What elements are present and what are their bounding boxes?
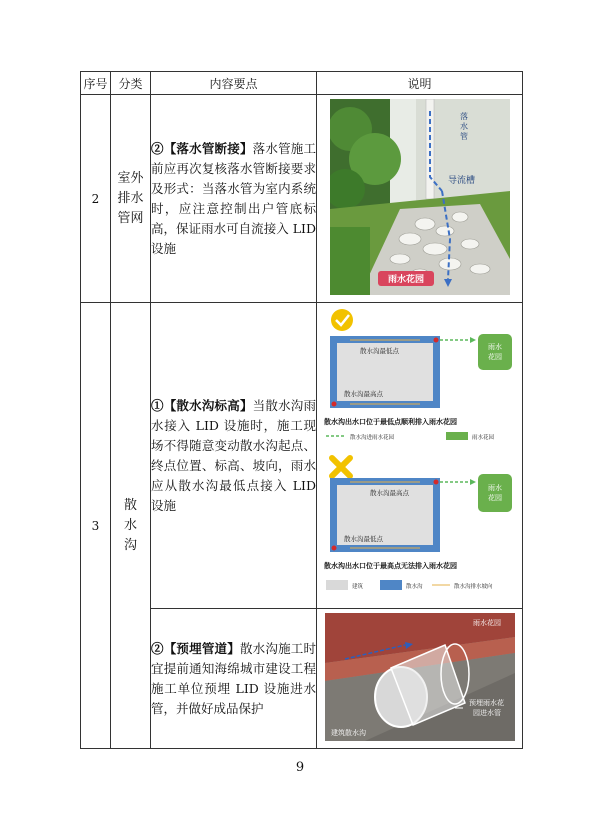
downspout-photo (330, 99, 510, 295)
content-body: 当散水沟雨水接入 LID 设施时，施工现场不得随意变动散水沟起点、终点位置、标高、坡向，雨水应从散水沟最低点接入 LID 设施 (151, 397, 316, 513)
content-body: 散水沟施工时宜提前通知海绵城市建设工程施工单位预埋 LID 设施进水管，并做好成品保护 (151, 640, 316, 716)
row-category (111, 303, 151, 749)
row-content (151, 609, 317, 749)
caption-good: 散水沟出水口位于最低点顺利排入雨水花园 (323, 417, 457, 426)
label-pipe: 预埋雨水花 (468, 698, 504, 707)
check-icon (331, 309, 353, 331)
content-title: ②【落水管断接】 (151, 140, 253, 156)
embedded-pipe-photo (325, 613, 515, 741)
content-body: 落水管施工前应再次复核落水管断接要求及形式：当落水管为室内系统时，应注意控制出户管底标高，保证雨水可自流接入 LID 设施 (151, 140, 316, 256)
header-no: 序号 (81, 72, 111, 95)
row-number: 2 (81, 95, 111, 303)
cross-icon (332, 458, 350, 476)
label-low-point: 散水沟最低点 (343, 534, 383, 543)
garden-label: 雨水 (487, 342, 502, 351)
label-downspout: 管 (459, 131, 468, 141)
label-downspout: 水 (459, 121, 468, 131)
label-high-point: 散水沟最高点 (369, 488, 409, 497)
caption-bad: 散水沟出水口位于最高点无法排入雨水花园 (323, 561, 457, 570)
legend-garden: 雨水花园 (471, 434, 494, 441)
category-line: 水 (123, 517, 137, 533)
table-row (81, 95, 523, 303)
header-content: 内容要点 (151, 72, 317, 95)
label-downspout: 落 (459, 111, 468, 121)
category-line: 排水 (117, 190, 144, 206)
label-pipe: 园进水管 (472, 708, 501, 717)
header-category: 分类 (111, 72, 151, 95)
table-row (81, 303, 523, 609)
label-low-point: 散水沟最低点 (359, 346, 399, 355)
label-garden: 雨水花园 (387, 274, 424, 285)
garden-good (478, 334, 512, 370)
garden-label: 花园 (487, 352, 502, 361)
row-number: 3 (81, 303, 111, 749)
content-table (80, 71, 523, 749)
legend-flow: 散水沟进雨水花园 (349, 434, 394, 441)
table-header-row (81, 72, 523, 95)
page-number: 9 (295, 760, 305, 775)
content-title: ①【散水沟标高】 (151, 397, 253, 413)
figure-cell (317, 609, 523, 749)
label-ditch: 建筑散水沟 (330, 728, 366, 737)
label-garden: 雨水花园 (472, 618, 501, 627)
legend-slope: 散水沟排水坡向 (453, 583, 493, 590)
row-content (151, 303, 317, 609)
category-line: 室外 (117, 170, 144, 186)
garden-label: 花园 (487, 493, 502, 502)
row-content (151, 95, 317, 303)
garden-bad (478, 474, 512, 512)
category-line: 沟 (123, 537, 137, 553)
row-category (111, 95, 151, 303)
content-title: ②【预埋管道】 (151, 640, 240, 656)
category-line: 散 (123, 497, 137, 513)
garden-label: 雨水 (487, 483, 502, 492)
header-description: 说明 (317, 72, 523, 95)
figure-cell (317, 303, 523, 609)
label-high-point: 散水沟最高点 (343, 389, 383, 398)
figure-cell (317, 95, 523, 303)
ditch-diagram (320, 306, 520, 602)
category-line: 管网 (117, 210, 144, 226)
label-channel: 导流槽 (447, 175, 475, 186)
legend-building: 建筑 (351, 583, 363, 590)
legend-ditch: 散水沟 (405, 583, 423, 590)
